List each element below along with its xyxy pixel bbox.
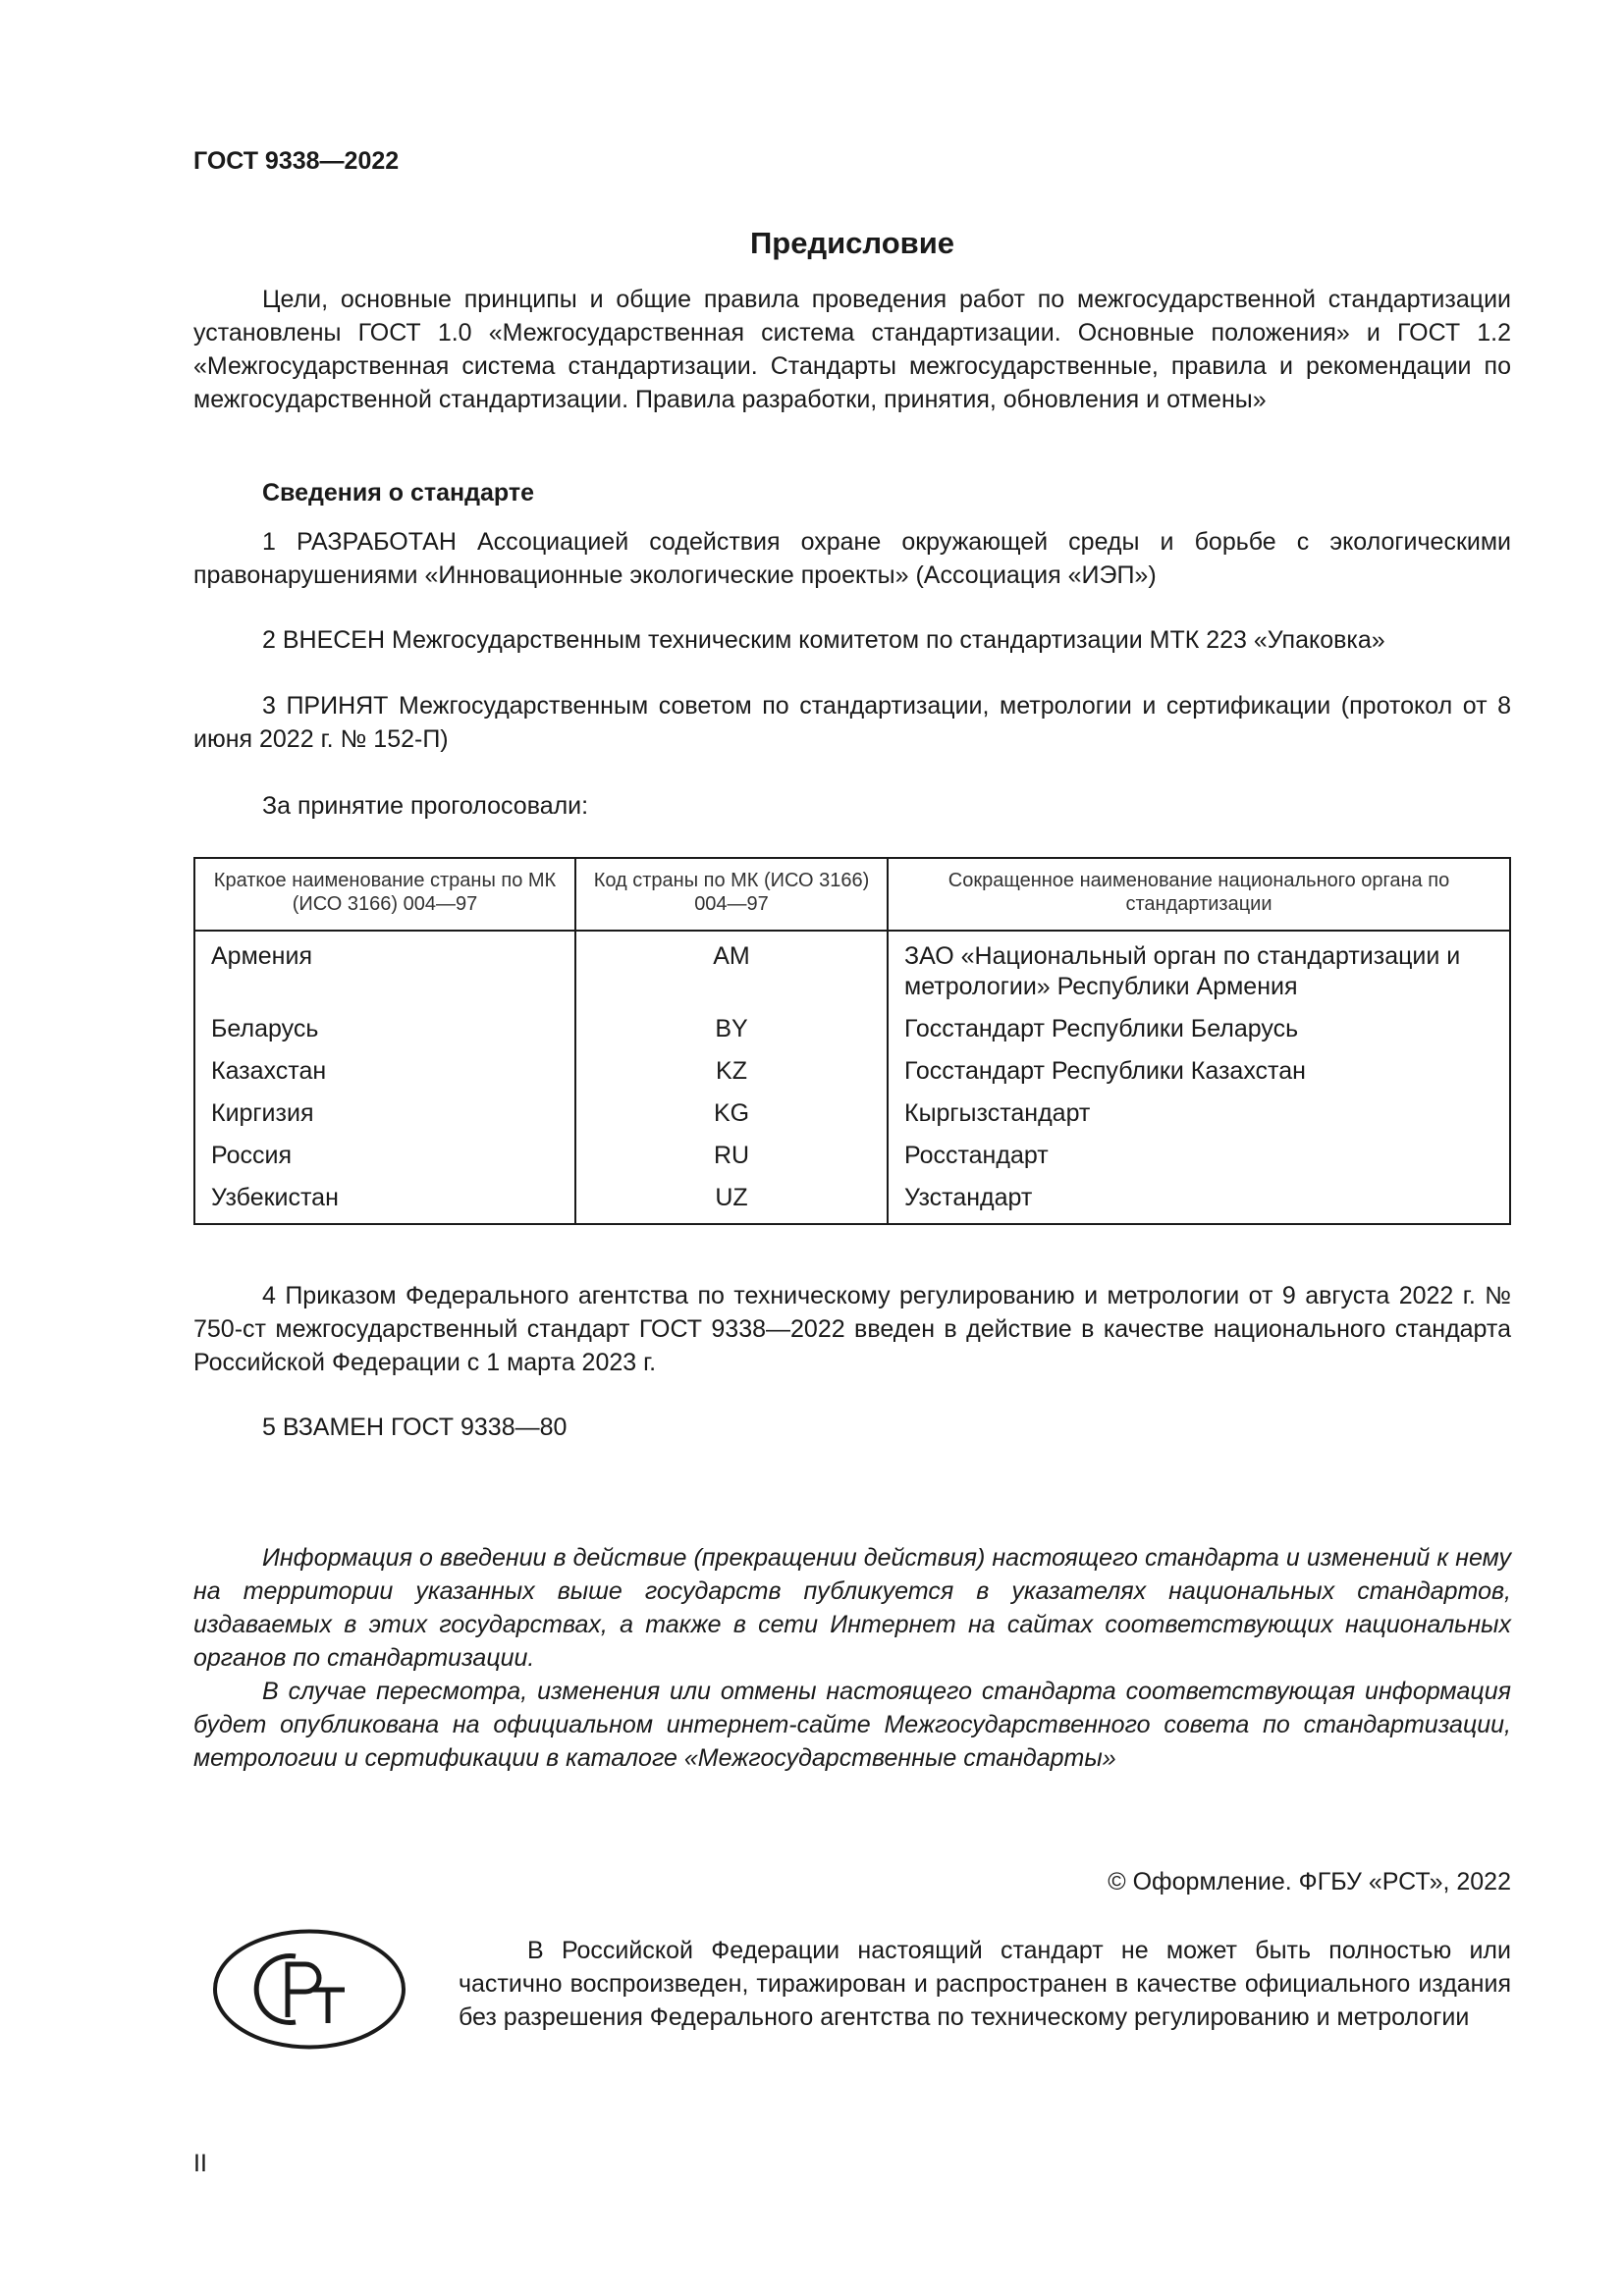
- legal-notice: В Российской Федерации настоящий стандарт не может быть полностью или частично воспроизведен, тиражирован и распространен в качестве официального издания без разрешения Федерального агентства по техническому регулированию и метрологии: [459, 1937, 1511, 2031]
- foreword-intro: Цели, основные принципы и общие правила проведения работ по межгосударственной стандартизации установлены ГОСТ 1.0 «Межгосударственная система стандартизации. Основные положения» и ГОСТ 1.2 «Межгосударственная система стандартизации. Стандарты межгосударственные, правила и рекомендации по межгосударственной стандартизации. Правила разработки, принятия, обновления и отмены»: [193, 286, 1511, 413]
- cell-code: AM: [575, 931, 888, 1008]
- cell-country: Киргизия: [194, 1093, 575, 1135]
- foreword-intro-block: [193, 283, 1511, 416]
- cell-code: KG: [575, 1093, 888, 1135]
- cell-country: Казахстан: [194, 1050, 575, 1093]
- item-3-block: [193, 689, 1511, 756]
- notice-paragraph-2: В случае пересмотра, изменения или отмены настоящего стандарта соответствующая информация будет опубликована на официальном интернет-сайте Межгосударственного совета по стандартизации, метрологии и сертификации в каталоге «Межгосударственные стандарты»: [193, 1678, 1511, 1772]
- cell-standards-body: Узстандарт: [888, 1177, 1510, 1224]
- notice-block: [193, 1541, 1511, 1775]
- header-code: Код страны по МК (ИСО 3166) 004—97: [575, 858, 888, 931]
- cell-country: Узбекистан: [194, 1177, 575, 1224]
- cell-standards-body: Госстандарт Республики Беларусь: [888, 1008, 1510, 1050]
- voting-table: [193, 857, 1511, 1225]
- vote-intro-block: [193, 789, 1511, 823]
- cell-country: Беларусь: [194, 1008, 575, 1050]
- cell-code: RU: [575, 1135, 888, 1177]
- notice-paragraph-1: Информация о введении в действие (прекращении действия) настоящего стандарта и изменений к нему на территории указанных выше государств публикуется в указателях национальных стандартов, издаваемых в этих государствах, а также в сети Интернет на сайтах соответствующих национальных органов по стандартизации.: [193, 1544, 1511, 1672]
- cell-code: BY: [575, 1008, 888, 1050]
- vote-intro: За принятие проголосовали:: [262, 792, 589, 820]
- item-1-block: [193, 525, 1511, 592]
- item-2-block: [193, 623, 1511, 657]
- voting-table-block: [193, 857, 1511, 1225]
- cell-code: UZ: [575, 1177, 888, 1224]
- item-5-block: [193, 1411, 1511, 1444]
- copyright: © Оформление. ФГБУ «РСТ», 2022: [1108, 1868, 1511, 1896]
- cell-standards-body: ЗАО «Национальный орган по стандартизации и метрологии» Республики Армения: [888, 931, 1510, 1008]
- section-title-block: [193, 476, 1511, 509]
- table-row: [194, 1135, 1510, 1177]
- header-country: Краткое наименование страны по МК (ИСО 3166) 004—97: [194, 858, 575, 931]
- item-4-block: [193, 1279, 1511, 1379]
- page-number: II: [193, 2150, 207, 2177]
- table-row: [194, 1050, 1510, 1093]
- cell-country: Россия: [194, 1135, 575, 1177]
- cell-code: KZ: [575, 1050, 888, 1093]
- legal-notice-block: [459, 1934, 1511, 2034]
- item-adopted: 3 ПРИНЯТ Межгосударственным советом по стандартизации, метрологии и сертификации (протокол от 8 июня 2022 г. № 152-П): [193, 692, 1511, 753]
- section-title: Сведения о стандарте: [262, 479, 535, 507]
- rst-logo: [211, 1927, 407, 2052]
- table-row: [194, 1177, 1510, 1224]
- table-row: [194, 1093, 1510, 1135]
- cell-standards-body: Госстандарт Республики Казахстан: [888, 1050, 1510, 1093]
- cell-country: Армения: [194, 931, 575, 1008]
- header-body: Сокращенное наименование национального органа по стандартизации: [888, 858, 1510, 931]
- item-replaces: 5 ВЗАМЕН ГОСТ 9338—80: [262, 1414, 568, 1441]
- cell-standards-body: Росстандарт: [888, 1135, 1510, 1177]
- doc-code-header: ГОСТ 9338—2022: [193, 147, 400, 175]
- item-order: 4 Приказом Федерального агентства по техническому регулированию и метрологии от 9 августа 2022 г. № 750-ст межгосударственный стандарт ГОСТ 9338—2022 введен в действие в качестве национального стандарта Российской Федерации с 1 марта 2023 г.: [193, 1282, 1511, 1376]
- foreword-title: Предисловие: [749, 226, 954, 260]
- table-row: [194, 1008, 1510, 1050]
- table-header-row: [194, 858, 1510, 931]
- table-row: [194, 931, 1510, 1008]
- item-developed: 1 РАЗРАБОТАН Ассоциацией содействия охране окружающей среды и борьбе с экологическими правонарушениями «Инновационные экологические проекты» (Ассоциация «ИЭП»): [193, 528, 1511, 589]
- cell-standards-body: Кыргызстандарт: [888, 1093, 1510, 1135]
- item-submitted: 2 ВНЕСЕН Межгосударственным техническим комитетом по стандартизации МТК 223 «Упаковка»: [262, 626, 1385, 654]
